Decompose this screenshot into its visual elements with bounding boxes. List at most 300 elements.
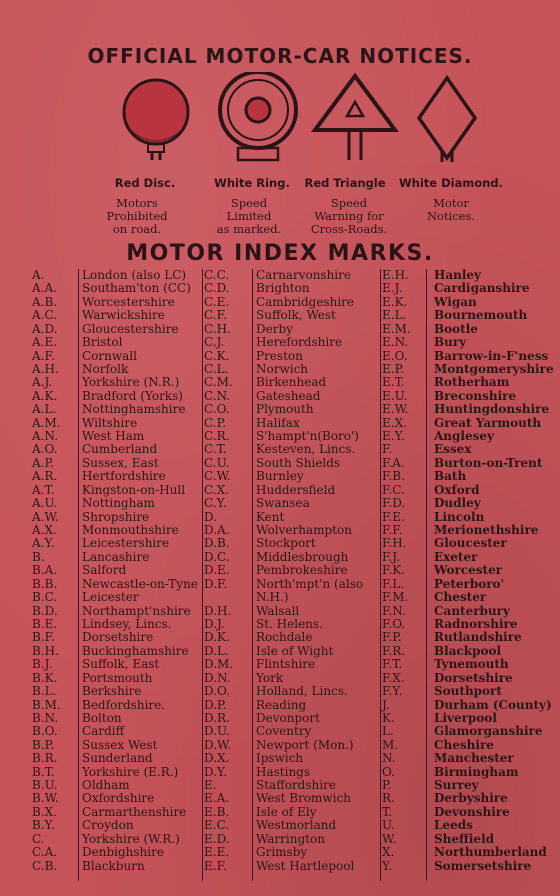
table-row <box>32 578 202 591</box>
sign-desc-line: Prohibited <box>106 209 168 223</box>
table-row <box>382 350 552 363</box>
sign-desc-line: Motor <box>433 196 469 210</box>
table-row <box>204 363 380 376</box>
index-code: E.F. <box>204 858 227 873</box>
index-code: E.O. <box>382 348 408 363</box>
table-row <box>32 390 202 403</box>
index-place: Norwich <box>256 361 309 376</box>
table-row <box>32 833 202 846</box>
index-place: Derbyshire <box>434 791 508 806</box>
index-place: Lindsey, Lincs. <box>82 616 172 631</box>
index-code: B.B. <box>32 576 58 591</box>
table-row <box>32 779 202 792</box>
table-row <box>382 269 552 282</box>
index-code: A.A. <box>32 281 57 296</box>
table-row <box>204 819 380 832</box>
table-row <box>382 323 552 336</box>
index-code: P. <box>382 778 392 793</box>
index-code: F. <box>382 442 393 457</box>
index-code: F.Y. <box>382 684 403 699</box>
table-row <box>382 524 552 537</box>
index-place: Flintshire <box>256 657 316 672</box>
table-row <box>382 591 552 604</box>
index-place: Huntingdonshire <box>434 402 550 417</box>
table-row <box>204 403 380 416</box>
index-code: B.U. <box>32 778 58 793</box>
table-row <box>204 725 380 738</box>
sign-description <box>194 197 304 236</box>
table-row <box>32 443 202 456</box>
table-row <box>382 390 552 403</box>
table-row <box>204 323 380 336</box>
index-code: C.E. <box>204 294 230 309</box>
index-code: C.K. <box>204 348 230 363</box>
index-code: B.H. <box>32 643 59 658</box>
index-place: Sussex, East <box>82 455 159 470</box>
index-code: E.D. <box>204 831 230 846</box>
index-place: Hertfordshire <box>82 469 166 484</box>
column-divider <box>380 269 381 881</box>
table-row <box>382 497 552 510</box>
index-code: C.Y. <box>204 496 227 511</box>
index-column-3 <box>382 269 552 873</box>
index-code: E.W. <box>382 402 409 417</box>
index-code: D.N. <box>204 670 231 685</box>
sign-title: Red Triangle <box>304 176 386 190</box>
index-place: Cambridgeshire <box>256 294 354 309</box>
index-place: Walsall <box>256 603 300 618</box>
index-place: Grimsby <box>256 845 308 860</box>
index-place: Sheffield <box>434 831 495 846</box>
index-code: F.T. <box>382 657 403 672</box>
index-code: E.J. <box>382 281 403 296</box>
table-row <box>204 618 380 631</box>
index-place: Oxford <box>434 482 480 497</box>
index-code: C.H. <box>204 321 231 336</box>
table-row <box>32 457 202 470</box>
index-code: M. <box>382 737 399 752</box>
index-code: D.C. <box>204 549 230 564</box>
table-row <box>382 296 552 309</box>
index-place: Yorkshire (E.R.) <box>82 764 179 779</box>
table-row <box>32 860 202 873</box>
index-code: D.X. <box>204 751 230 766</box>
index-code: A.W. <box>32 509 59 524</box>
index-code: Y. <box>382 858 393 873</box>
index-code: B.T. <box>32 764 55 779</box>
sign-title: White Diamond. <box>398 176 504 190</box>
index-code: E.E. <box>204 845 230 860</box>
index-place: Cumberland <box>82 442 158 457</box>
index-place: Cardiganshire <box>434 281 530 296</box>
table-row <box>32 792 202 805</box>
table-row <box>204 792 380 805</box>
index-code: B.F. <box>32 630 55 645</box>
index-place: South Shields <box>256 455 341 470</box>
index-place: Portsmouth <box>82 670 153 685</box>
table-row <box>382 403 552 416</box>
index-code: D.K. <box>204 630 230 645</box>
table-row <box>204 336 380 349</box>
index-code: D.M. <box>204 657 234 672</box>
table-row <box>32 376 202 389</box>
index-code: F.P. <box>382 630 402 645</box>
red-disc-sign-icon <box>106 72 206 168</box>
table-row <box>382 564 552 577</box>
table-row <box>204 591 380 604</box>
table-row <box>32 766 202 779</box>
table-row <box>382 672 552 685</box>
index-code: L. <box>382 724 394 739</box>
index-code: D.R. <box>204 710 230 725</box>
index-place: Exeter <box>434 549 478 564</box>
table-row <box>32 645 202 658</box>
table-row <box>204 752 380 765</box>
index-code: B.M. <box>32 697 61 712</box>
index-place: Dorsetshire <box>434 670 513 685</box>
sign-desc-line: on road. <box>112 222 162 236</box>
index-code: A.J. <box>32 375 53 390</box>
index-code: A.U. <box>32 496 58 511</box>
index-code: E.U. <box>382 388 408 403</box>
table-row <box>204 497 380 510</box>
index-code: J. <box>382 697 390 712</box>
index-place: Rotherham <box>434 375 510 390</box>
index-place: Yorkshire (W.R.) <box>82 831 180 846</box>
index-place: Sunderland <box>82 751 153 766</box>
index-code: F.E. <box>382 509 405 524</box>
index-code: A.H. <box>32 361 59 376</box>
index-code: A.R. <box>32 469 58 484</box>
table-row <box>204 806 380 819</box>
sign-desc-line: Speed <box>230 196 268 210</box>
table-row <box>382 860 552 873</box>
table-row <box>32 282 202 295</box>
index-code: D.F. <box>204 576 228 591</box>
index-place: Bolton <box>82 710 122 725</box>
index-code: F.F. <box>382 523 403 538</box>
table-row <box>382 658 552 671</box>
index-place: Bury <box>434 335 467 350</box>
index-code: E.K. <box>382 294 408 309</box>
index-place: Oxfordshire <box>82 791 155 806</box>
table-row <box>382 792 552 805</box>
index-place: Wigan <box>434 294 477 309</box>
index-place: Plymouth <box>256 402 314 417</box>
table-row <box>204 309 380 322</box>
index-code: B.D. <box>32 603 58 618</box>
table-row <box>204 658 380 671</box>
table-row <box>204 511 380 524</box>
index-code: F.R. <box>382 643 406 658</box>
table-row <box>382 484 552 497</box>
table-row <box>382 739 552 752</box>
table-row <box>204 390 380 403</box>
index-place: Bootle <box>434 321 478 336</box>
index-code: E.C. <box>204 818 230 833</box>
table-row <box>204 846 380 859</box>
index-place: Hastings <box>256 764 311 779</box>
table-row <box>382 336 552 349</box>
index-place: Burton-on-Trent <box>434 455 543 470</box>
table-row <box>204 484 380 497</box>
table-row <box>32 524 202 537</box>
index-place: Shropshire <box>82 509 150 524</box>
index-place: Nottingham <box>82 496 155 511</box>
index-place: Gloucestershire <box>82 321 179 336</box>
index-place: Cheshire <box>434 737 494 752</box>
index-place: Westmorland <box>256 818 337 833</box>
index-code: F.N. <box>382 603 406 618</box>
table-row <box>204 605 380 618</box>
table-row <box>382 443 552 456</box>
index-code: D.B. <box>204 536 230 551</box>
table-row <box>382 833 552 846</box>
table-row <box>382 470 552 483</box>
index-code: B.Y. <box>32 818 55 833</box>
white-ring-sign-icon <box>208 72 308 168</box>
index-place: Kent <box>256 509 285 524</box>
index-place: Coventry <box>256 724 312 739</box>
index-place: Blackpool <box>434 643 502 658</box>
table-row <box>204 860 380 873</box>
white-diamond-sign-icon <box>397 72 497 168</box>
index-code: B.E. <box>32 616 58 631</box>
index-code: U. <box>382 818 395 833</box>
index-code: F.K. <box>382 563 406 578</box>
index-place: Derby <box>256 321 293 336</box>
index-place: Isle of Wight <box>256 643 334 658</box>
index-code: A.T. <box>32 482 55 497</box>
index-place: Carnarvonshire <box>256 268 351 282</box>
index-place: Salford <box>82 563 127 578</box>
table-row <box>204 672 380 685</box>
index-code: C.O. <box>204 402 230 417</box>
index-place: Reading <box>256 697 307 712</box>
table-row <box>204 350 380 363</box>
index-code: D.W. <box>204 737 232 752</box>
index-column-1 <box>32 269 202 873</box>
table-row <box>382 645 552 658</box>
page-title: OFFICIAL MOTOR-CAR NOTICES. <box>87 44 473 68</box>
index-place: Stockport <box>256 536 316 551</box>
table-row <box>204 833 380 846</box>
index-code: E.N. <box>382 335 409 350</box>
index-code: B.O. <box>32 724 58 739</box>
index-code: E.Y. <box>382 429 405 444</box>
index-code: A.K. <box>32 388 58 403</box>
index-code: C.T. <box>204 442 227 457</box>
table-row <box>204 443 380 456</box>
sign-description <box>82 197 192 236</box>
index-place: London (also LC) <box>82 268 187 282</box>
table-row <box>204 631 380 644</box>
index-code: F.O. <box>382 616 406 631</box>
index-code: B.P. <box>32 737 55 752</box>
index-place: Blackburn <box>82 858 145 873</box>
index-code: C.M. <box>204 375 233 390</box>
index-place: Monmouthshire <box>82 523 179 538</box>
table-row <box>32 591 202 604</box>
table-row <box>32 403 202 416</box>
index-place: Ipswich <box>256 751 304 766</box>
index-place: Bournemouth <box>434 308 528 323</box>
index-place: Nottinghamshire <box>82 402 186 417</box>
table-row <box>32 323 202 336</box>
index-code: E. <box>204 778 217 793</box>
index-place: Rochdale <box>256 630 313 645</box>
table-row <box>204 296 380 309</box>
index-place: Merionethshire <box>434 523 539 538</box>
index-place: Dorsetshire <box>82 630 154 645</box>
index-place: Denbighshire <box>82 845 164 860</box>
index-place: Birkenhead <box>256 375 327 390</box>
index-place: Herefordshire <box>256 335 343 350</box>
index-place: Hanley <box>434 268 482 282</box>
table-row <box>32 739 202 752</box>
index-code: B.X. <box>32 804 57 819</box>
table-row <box>204 376 380 389</box>
sign-title: White Ring. <box>214 176 290 190</box>
table-row <box>382 457 552 470</box>
index-code: C.F. <box>204 308 227 323</box>
index-code: D.H. <box>204 603 232 618</box>
index-place: Wolverhampton <box>256 523 352 538</box>
table-row <box>382 537 552 550</box>
index-place: Warrington <box>256 831 325 846</box>
index-place: Kesteven, Lincs. <box>256 442 356 457</box>
index-place: Bradford (Yorks) <box>82 388 183 403</box>
index-title: MOTOR INDEX MARKS. <box>126 241 434 266</box>
sign-description <box>294 197 404 236</box>
index-code: B. <box>32 549 45 564</box>
sign-desc-line: Cross-Roads. <box>310 222 388 236</box>
table-row <box>32 806 202 819</box>
index-place: Staffordshire <box>256 778 336 793</box>
index-code: D.J. <box>204 616 225 631</box>
index-place: Burnley <box>256 469 304 484</box>
table-row <box>382 282 552 295</box>
index-place: Great Yarmouth <box>434 415 542 430</box>
index-code: E.P. <box>382 361 405 376</box>
table-row <box>382 712 552 725</box>
table-row <box>382 417 552 430</box>
table-row <box>32 819 202 832</box>
index-code: C.C. <box>204 268 230 282</box>
index-code: F.X. <box>382 670 405 685</box>
index-place: Gateshead <box>256 388 321 403</box>
index-place: Somersetshire <box>434 858 532 873</box>
table-row <box>204 699 380 712</box>
index-place: Peterboro' <box>434 576 505 591</box>
index-place: Anglesey <box>434 429 494 444</box>
table-row <box>32 497 202 510</box>
index-place: Suffolk, East <box>82 657 160 672</box>
index-code: D.P. <box>204 697 227 712</box>
table-row <box>204 537 380 550</box>
index-place: Isle of Ely <box>256 804 317 819</box>
index-code: C.P. <box>204 415 227 430</box>
index-code: B.A. <box>32 563 58 578</box>
table-row <box>382 605 552 618</box>
index-place: Oldham <box>82 778 130 793</box>
table-row <box>204 578 380 591</box>
index-place: Halifax <box>256 415 300 430</box>
sign-desc-line: Limited <box>226 209 272 223</box>
index-place: Liverpool <box>434 710 497 725</box>
table-row <box>204 685 380 698</box>
index-column-2 <box>204 269 380 873</box>
index-code: B.N. <box>32 710 59 725</box>
index-place: Northumberland <box>434 845 547 860</box>
table-row <box>204 417 380 430</box>
index-place: Middlesbrough <box>256 549 349 564</box>
index-place: Leicestershire <box>82 536 170 551</box>
index-code: C.A. <box>32 845 58 860</box>
index-code: C.J. <box>204 335 225 350</box>
index-code: A.C. <box>32 308 58 323</box>
index-code: A.M. <box>32 415 61 430</box>
index-place: Pembrokeshire <box>256 563 348 578</box>
index-code: E.B. <box>204 804 230 819</box>
index-place: Newport (Mon.) <box>256 737 354 752</box>
index-code: F.A. <box>382 455 405 470</box>
index-code: C.W. <box>204 469 231 484</box>
index-code: D.Y. <box>204 764 228 779</box>
index-code: B.K. <box>32 670 58 685</box>
table-row <box>382 806 552 819</box>
index-place: Berkshire <box>82 684 142 699</box>
index-place: Dudley <box>434 496 481 511</box>
index-code: B.W. <box>32 791 59 806</box>
sign-desc-line: Notices. <box>426 209 476 223</box>
table-row <box>32 752 202 765</box>
index-code: C.D. <box>204 281 230 296</box>
index-code: E.A. <box>204 791 230 806</box>
index-place: Bristol <box>82 335 123 350</box>
index-place: Croydon <box>82 818 134 833</box>
index-code: F.H. <box>382 536 407 551</box>
index-place: Montgomeryshire <box>434 361 554 376</box>
table-row <box>32 296 202 309</box>
table-row <box>204 457 380 470</box>
table-row <box>32 551 202 564</box>
index-code: C.B. <box>32 858 58 873</box>
index-place: York <box>256 670 284 685</box>
sign-desc-line: Motors <box>116 196 158 210</box>
index-code: A.F. <box>32 348 55 363</box>
index-code: D.E. <box>204 563 230 578</box>
sign-description <box>396 197 506 223</box>
index-place: Devonshire <box>434 804 510 819</box>
index-place: Worcester <box>434 563 503 578</box>
index-code: O. <box>382 764 395 779</box>
table-row <box>204 645 380 658</box>
index-place: Lancashire <box>82 549 150 564</box>
index-place: Lincoln <box>434 509 485 524</box>
index-place: Buckinghamshire <box>82 643 189 658</box>
table-row <box>382 631 552 644</box>
index-place: Devonport <box>256 710 320 725</box>
index-place: Breconshire <box>434 388 517 403</box>
sign-titles <box>0 176 560 194</box>
table-row <box>204 524 380 537</box>
index-code: D. <box>204 509 218 524</box>
table-row <box>32 484 202 497</box>
index-code: E.H. <box>382 268 409 282</box>
index-code: F.C. <box>382 482 405 497</box>
index-place: Brighton <box>256 281 310 296</box>
